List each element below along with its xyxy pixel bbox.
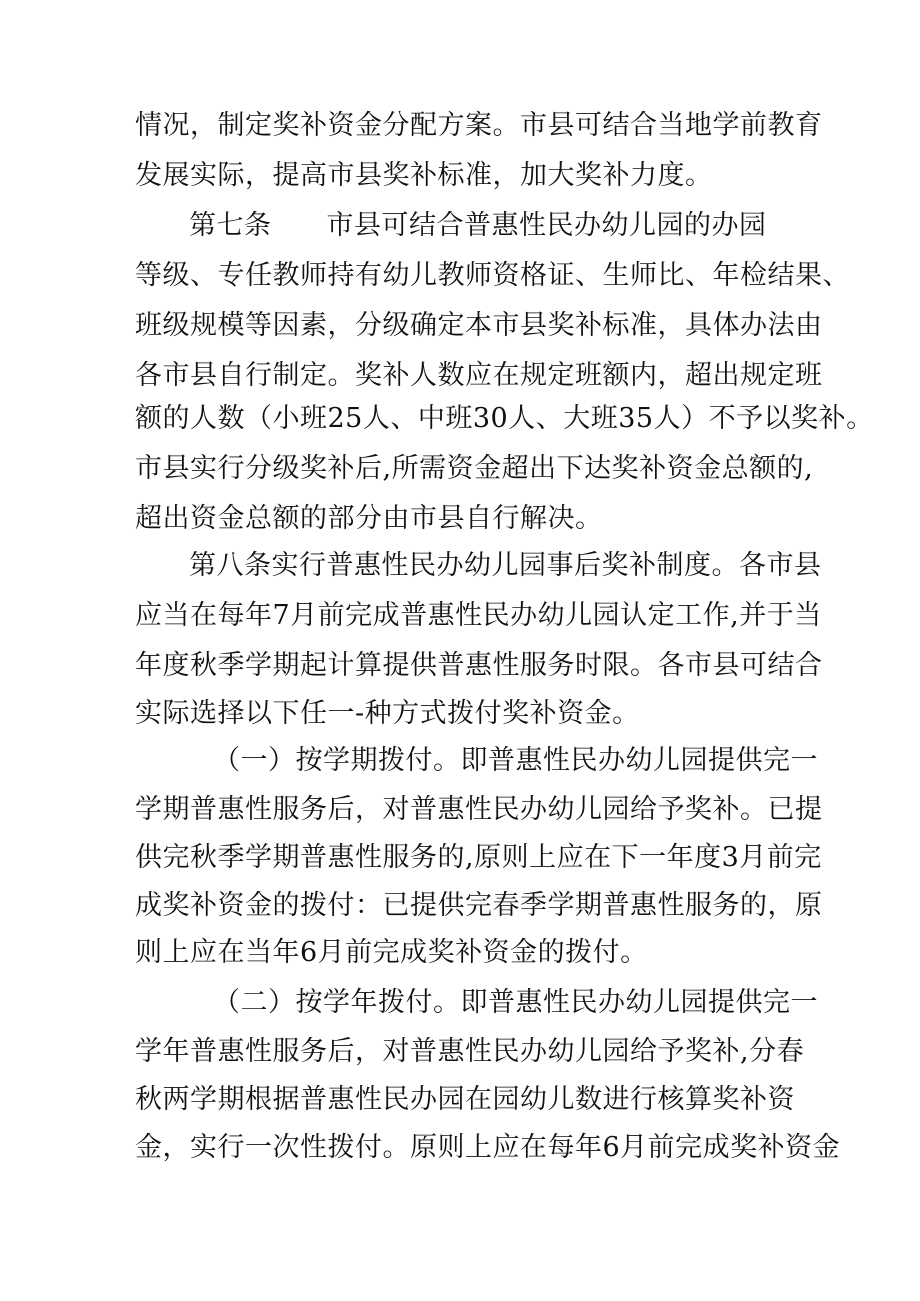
text-line: 情况，制定奖补资金分配方案。市县可结合当地学前教育 [135,110,823,141]
text-line: 市县实行分级奖补后,所需资金超出下达奖补资金总额的, [135,453,814,484]
text-line: 额的人数（小班25人、中班30人、大班35人）不予以奖补。 [135,403,874,434]
text-line: 年度秋季学期起计算提供普惠性服务时限。各市县可结合 [135,650,823,681]
article-eight-heading: 第八条实行普惠性民办幼儿园事后奖补制度。各市县 [189,550,822,581]
text-line: 学年普惠性服务后，对普惠性民办幼儿园给予奖补,分春 [135,1036,805,1067]
text-line: 等级、专任教师持有幼儿教师资格证、生师比、年检结果、 [135,260,850,291]
text-line: 成奖补资金的拨付：已提供完春季学期普惠性服务的，原 [135,890,823,921]
text-line: 班级规模等因素，分级确定本市县奖补标准，具体办法由 [135,310,823,341]
text-line: 实际选择以下任一-种方式拨付奖补资金。 [135,698,640,729]
article-seven-heading: 第七条 市县可结合普惠性民办幼儿园的办园 [189,210,767,241]
text-line: 各市县自行制定。奖补人数应在规定班额内，超出规定班 [135,360,823,391]
text-line: 金，实行一次性拨付。原则上应在每年6月前完成奖补资金 [135,1132,841,1163]
text-line: 应当在每年7月前完成普惠性民办幼儿园认定工作,并于当 [135,600,822,631]
clause-two-heading: （二）按学年拨付。即普惠性民办幼儿园提供完一 [213,987,818,1018]
text-line: 则上应在当年6月前完成奖补资金的拨付。 [135,937,648,968]
text-line: 供完秋季学期普惠性服务的,原则上应在下一年度3月前完 [135,842,822,873]
text-line: 秋两学期根据普惠性民办园在园幼儿数进行核算奖补资 [135,1084,795,1115]
text-line: 学期普惠性服务后，对普惠性民办幼儿园给予奖补。已提 [135,794,823,825]
clause-one-heading: （一）按学期拨付。即普惠性民办幼儿园提供完一 [213,745,818,776]
text-line: 发展实际，提高市县奖补标准，加大奖补力度。 [135,160,713,191]
text-line: 超出资金总额的部分由市县自行解决。 [135,503,603,534]
